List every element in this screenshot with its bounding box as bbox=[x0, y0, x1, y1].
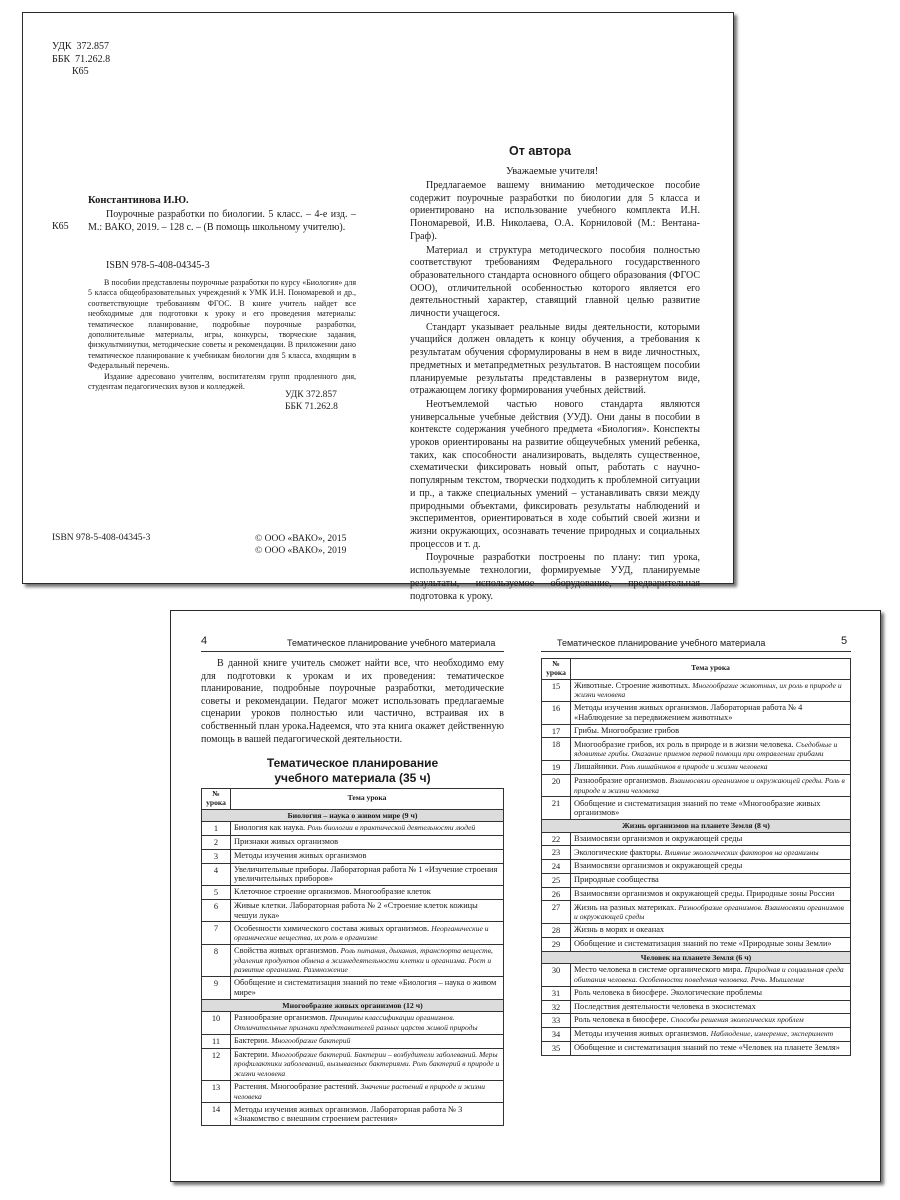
lesson-number: 16 bbox=[542, 702, 571, 725]
lesson-topic-text: Бактерии. bbox=[234, 1036, 272, 1046]
table-row bbox=[542, 1014, 851, 1028]
lesson-topic-detail: Принципы классификации организмов. Отличительные признаки представителей разных царств живой природы bbox=[234, 1013, 478, 1033]
lesson-number: 30 bbox=[542, 964, 571, 987]
bibliographic-record: Поурочные разработки по биологии. 5 класс. – 4-е изд. – М.: ВАКО, 2019. – 128 с. – (В помощь школьному учителю). bbox=[88, 209, 356, 233]
lesson-topic bbox=[571, 1028, 851, 1042]
lesson-topic-text: Многообразие грибов, их роль в природе и в жизни человека. bbox=[574, 739, 796, 749]
lesson-topic bbox=[571, 679, 851, 702]
planning-title-line: учебного материала (35 ч) bbox=[274, 771, 431, 785]
lesson-number: 10 bbox=[202, 1012, 231, 1035]
lesson-topic-text: Роль человека в биосфере. bbox=[574, 1015, 671, 1025]
lesson-topic-detail: Роль биологии в практической деятельности людей bbox=[307, 823, 476, 833]
table-row bbox=[542, 937, 851, 951]
lesson-number: 12 bbox=[202, 1048, 231, 1080]
lesson-topic-detail: Способы решения экологических проблем bbox=[670, 1015, 804, 1025]
lesson-topic-text: Животные. Строение животных. bbox=[574, 680, 693, 690]
isbn-main: ISBN 978-5-408-04345-3 bbox=[106, 260, 210, 271]
column-header-topic: Тема урока bbox=[231, 789, 504, 810]
table-row bbox=[202, 1034, 504, 1048]
table-row bbox=[202, 835, 504, 849]
lesson-topic-text: Роль человека в биосфере. Экологические проблемы bbox=[574, 987, 763, 997]
running-head-left: Тематическое планирование учебного материала bbox=[287, 638, 496, 648]
copyright-block bbox=[255, 533, 346, 557]
lesson-topic-text: Жизнь в морях и океанах bbox=[574, 925, 665, 935]
table-row bbox=[542, 738, 851, 761]
lesson-number: 7 bbox=[202, 922, 231, 945]
header-rule-right bbox=[541, 651, 851, 652]
table-row bbox=[542, 924, 851, 938]
lesson-topic-text: Взаимосвязи организмов и окружающей среды. Природные зоны России bbox=[574, 888, 835, 898]
lesson-number: 9 bbox=[202, 977, 231, 1000]
planning-title-line: Тематическое планирование bbox=[266, 756, 439, 770]
table-row bbox=[202, 1103, 504, 1126]
column-header-topic: Тема урока bbox=[571, 659, 851, 680]
lesson-topic-text: Методы изучения живых организмов bbox=[234, 850, 367, 860]
copyright-line: © ООО «ВАКО», 2015 bbox=[255, 534, 347, 544]
planning-title bbox=[201, 756, 504, 786]
lesson-topic-text: Живые клетки. Лабораторная работа № 2 «Строение клеток кожицы чешуи лука» bbox=[234, 901, 478, 920]
intro-text bbox=[201, 658, 504, 746]
lesson-number: 29 bbox=[542, 937, 571, 951]
column-header-number: № урока bbox=[202, 789, 231, 810]
intro-paragraph: В данной книге учитель сможет найти все, что необходимо ему для подготовки к урокам и их проведения: тематическое планирование, подробные поурочные разработки, методические советы и рекомендации. Педагог может использовать предлагаемые сценарии уроков полностью или частично, встраивая их в собственный план урока.Надеемся, что эта книга окажет действенную помощь в вашей педагогической деятельности. bbox=[201, 658, 504, 745]
lesson-topic-text: Место человека в системе органического мира. bbox=[574, 965, 745, 975]
table-row bbox=[542, 887, 851, 901]
lesson-number: 1 bbox=[202, 822, 231, 836]
running-head-right: Тематическое планирование учебного материала bbox=[557, 638, 766, 648]
planning-table-right bbox=[541, 658, 851, 1056]
table-row bbox=[542, 986, 851, 1000]
lesson-number: 18 bbox=[542, 738, 571, 761]
udk-code: УДК 372.857 bbox=[285, 390, 337, 400]
lesson-topic-text: Клеточное строение организмов. Многообразие клеток bbox=[234, 887, 431, 897]
lesson-topic-text: Обобщение и систематизация знаний по теме «Природные зоны Земли» bbox=[574, 938, 832, 948]
lesson-number: 20 bbox=[542, 774, 571, 797]
lesson-number: 22 bbox=[542, 832, 571, 846]
lesson-topic bbox=[571, 887, 851, 901]
lesson-topic-detail: Влияние экологических факторов на организмы bbox=[664, 847, 819, 857]
lesson-topic bbox=[231, 1080, 504, 1103]
table-row bbox=[542, 679, 851, 702]
table-row bbox=[542, 761, 851, 775]
lesson-number: 33 bbox=[542, 1014, 571, 1028]
lesson-topic bbox=[231, 977, 504, 1000]
lesson-number: 14 bbox=[202, 1103, 231, 1126]
lesson-topic-text: Увеличительные приборы. Лабораторная работа № 1 «Изучение строения увеличительных приборов» bbox=[234, 864, 498, 884]
lesson-number: 28 bbox=[542, 924, 571, 938]
lesson-topic-detail: Разнообразие организмов. Взаимосвязи организмов и окружающей среды bbox=[574, 902, 844, 922]
author-mark-line: К65 bbox=[52, 66, 89, 77]
lesson-topic-detail: Значение растений в природе и жизни человека bbox=[234, 1081, 486, 1101]
lesson-number: 2 bbox=[202, 835, 231, 849]
table-row bbox=[542, 901, 851, 924]
table-row bbox=[202, 863, 504, 886]
foreword-paragraph: Неотъемлемой частью нового стандарта являются универсальные учебные действия (УУД). Они даны в пособии в контексте содержания учебного предмета «Биология». Конспекты уроков ориентированы на развитие общеучебных умений ребенка, таких, как способности анализировать, выделять существенное, схематически фиксировать новый опыт, работать с научно-популярным текстом, творчески подходить к проблемной ситуации и пр., а также специальных умений – устанавливать связи между природными объектами, фиксировать результаты наблюдений и экспериментов, ориентироваться в ходе событий своей жизни и жизни окружающих, осознавать течение природных и социальных процессов и т. д. bbox=[410, 398, 700, 550]
lesson-topic bbox=[571, 937, 851, 951]
lesson-topic-text: Обобщение и систематизация знаний по теме «Человек на планете Земля» bbox=[574, 1043, 840, 1053]
page-number-right: 5 bbox=[841, 635, 848, 647]
lesson-topic-detail: Неорганические и органические вещества, их роль в организме bbox=[234, 923, 489, 943]
lesson-topic-detail: Роль лишайников в природе и жизни человека bbox=[620, 762, 768, 772]
lesson-topic-text: Биология как наука. bbox=[234, 823, 308, 833]
table-row bbox=[542, 860, 851, 874]
lesson-number: 32 bbox=[542, 1000, 571, 1014]
table-row bbox=[542, 797, 851, 820]
lesson-topic bbox=[571, 702, 851, 725]
lesson-topic bbox=[231, 1048, 504, 1080]
lesson-topic-detail: Природная и социальная среда обитания человека. Особенности поведения человека. Речь. Мышление bbox=[574, 965, 844, 984]
table-row bbox=[542, 724, 851, 738]
lesson-number: 27 bbox=[542, 901, 571, 924]
lesson-topic bbox=[571, 924, 851, 938]
lesson-number: 8 bbox=[202, 944, 231, 976]
lesson-number: 21 bbox=[542, 797, 571, 820]
section-row bbox=[202, 809, 504, 822]
lesson-topic-detail: Наблюдение, измерение, эксперимент bbox=[710, 1029, 834, 1039]
lesson-topic-text: Жизнь на разных материках. bbox=[574, 902, 679, 912]
section-row bbox=[202, 999, 504, 1012]
column-header-number: № урока bbox=[542, 659, 571, 680]
table-body bbox=[542, 679, 851, 1055]
header-rule-left bbox=[201, 651, 504, 652]
lesson-topic-text: Взаимосвязи организмов и окружающей среды bbox=[574, 833, 743, 843]
lesson-number: 26 bbox=[542, 887, 571, 901]
lesson-topic-detail: Съедобные и ядовитые грибы. Оказание приемов первой помощи при отравлении грибами bbox=[574, 739, 838, 759]
author-name: Константинова И.Ю. bbox=[88, 195, 189, 206]
lesson-topic bbox=[571, 797, 851, 820]
table-row bbox=[202, 886, 504, 900]
lesson-topic-text: Признаки живых организмов bbox=[234, 837, 339, 847]
lesson-topic-text: Разнообразие организмов. bbox=[574, 776, 670, 785]
lesson-topic-text: Особенности химического состава живых организмов. bbox=[234, 923, 432, 933]
lesson-topic bbox=[231, 1034, 504, 1048]
lesson-topic bbox=[231, 944, 504, 976]
lesson-topic-text: Методы изучения живых организмов. Лабораторная работа № 3 «Знакомство с внешним строением растения» bbox=[234, 1104, 463, 1124]
lesson-topic bbox=[231, 1012, 504, 1035]
table-row bbox=[542, 1000, 851, 1014]
lesson-number: 31 bbox=[542, 986, 571, 1000]
table-header-row bbox=[202, 789, 504, 810]
planning-table-left bbox=[201, 788, 504, 1126]
table-row bbox=[202, 849, 504, 863]
foreword-paragraph: Материал и структура методического пособия полностью соответствуют требованиям Федерального государственного образовательного стандарта основного общего образования (ФГОС ООО), отличительной особенностью которого является его деятельностный характер, ставящий главной целью развитие личности учащегося. bbox=[410, 244, 700, 320]
lesson-topic-text: Последствия деятельности человека в экосистемах bbox=[574, 1001, 756, 1011]
lesson-topic-text: Взаимосвязи организмов и окружающей среды bbox=[574, 861, 743, 871]
lesson-topic bbox=[571, 986, 851, 1000]
from-author-title: От автора bbox=[509, 144, 571, 158]
section-title: Многообразие живых организмов (12 ч) bbox=[202, 999, 504, 1012]
lesson-topic bbox=[571, 860, 851, 874]
foreword-paragraph: Предлагаемое вашему вниманию методическое пособие содержит поурочные разработки по биологии для 5 класса и ориентировано на использование учебного комплекта И.Н. Пономаревой, И.В. Николаева, О.А. Корниловой (М.: Вентана-Граф). bbox=[410, 180, 700, 242]
imprint-page bbox=[22, 12, 734, 602]
lesson-number: 25 bbox=[542, 873, 571, 887]
lesson-topic bbox=[231, 849, 504, 863]
lesson-number: 3 bbox=[202, 849, 231, 863]
lesson-topic bbox=[571, 832, 851, 846]
lesson-number: 17 bbox=[542, 724, 571, 738]
table-row bbox=[202, 977, 504, 1000]
lesson-topic bbox=[571, 846, 851, 860]
lesson-topic-text: Природные сообщества bbox=[574, 875, 659, 885]
udk-line: УДК 372.857 bbox=[52, 41, 110, 52]
section-row bbox=[542, 951, 851, 964]
table-row bbox=[202, 1080, 504, 1103]
lesson-number: 19 bbox=[542, 761, 571, 775]
table-row bbox=[542, 1028, 851, 1042]
table-row bbox=[202, 922, 504, 945]
table-row bbox=[542, 846, 851, 860]
table-header-row bbox=[542, 659, 851, 680]
table-row bbox=[542, 1041, 851, 1055]
lesson-topic-text: Растения. Многообразие растений. bbox=[234, 1081, 361, 1091]
lesson-number: 13 bbox=[202, 1080, 231, 1103]
annotation-paragraph: Издание адресовано учителям, воспитателям групп продленного дня, студентам педагогических вузов и колледжей. bbox=[88, 371, 356, 392]
lesson-number: 5 bbox=[202, 886, 231, 900]
lesson-topic bbox=[231, 922, 504, 945]
author-foreword bbox=[410, 179, 700, 603]
page-number-left: 4 bbox=[201, 635, 208, 647]
section-title: Человек на планете Земля (6 ч) bbox=[542, 951, 851, 964]
lesson-topic-detail: Многообразие бактерий bbox=[271, 1036, 351, 1046]
lesson-number: 11 bbox=[202, 1034, 231, 1048]
lesson-topic bbox=[571, 724, 851, 738]
lesson-number: 23 bbox=[542, 846, 571, 860]
lesson-topic-text: Свойства живых организмов. bbox=[234, 946, 341, 956]
lesson-topic bbox=[571, 774, 851, 797]
lesson-number: 24 bbox=[542, 860, 571, 874]
lesson-topic-text: Методы изучения живых организмов. bbox=[574, 1029, 711, 1039]
lesson-topic bbox=[231, 835, 504, 849]
planning-spread bbox=[170, 610, 881, 1182]
isbn-footer: ISBN 978-5-408-04345-3 bbox=[52, 533, 151, 543]
greeting: Уважаемые учителя! bbox=[506, 166, 599, 177]
lesson-topic bbox=[571, 964, 851, 987]
table-body bbox=[202, 809, 504, 1125]
foreword-paragraph: Стандарт указывает реальные виды деятельности, которыми учащийся должен овладеть к концу обучения, а требования к результатам обучения сформулированы в нем в виде личностных, предметных и метапредметных результатов. В настоящем пособии планируемые результаты представлены в развернутом виде, отражающем логику формирования учебных действий. bbox=[410, 321, 700, 397]
section-row bbox=[542, 819, 851, 832]
lesson-topic bbox=[571, 901, 851, 924]
table-row bbox=[202, 1012, 504, 1035]
bbk-line: ББК 71.262.8 bbox=[52, 53, 111, 65]
lesson-topic bbox=[571, 1041, 851, 1055]
lesson-topic-text: Экологические факторы. bbox=[574, 847, 665, 857]
bbk-code: ББК 71.262.8 bbox=[285, 402, 338, 412]
lesson-topic bbox=[571, 738, 851, 761]
lesson-topic-detail: Многообразие бактерий. Бактерии – возбудители заболеваний. Меры профилактики заболеваний, вызываемых бактериями. Роль бактерий в природе и жизни человека bbox=[234, 1049, 500, 1078]
table-row bbox=[542, 774, 851, 797]
lesson-number: 34 bbox=[542, 1028, 571, 1042]
lesson-topic-detail: Многообразие животных, их роль в природе и жизни человека bbox=[574, 680, 842, 700]
lesson-topic bbox=[571, 761, 851, 775]
lesson-topic bbox=[231, 1103, 504, 1126]
lesson-topic-text: Лишайники. bbox=[574, 762, 621, 772]
table-row bbox=[542, 964, 851, 987]
lesson-topic-detail: Взаимосвязи организмов и окружающей среды. Роль в природе и жизни человека bbox=[574, 776, 845, 795]
table-row bbox=[542, 702, 851, 725]
section-title: Биология – наука о живом мире (9 ч) bbox=[202, 809, 504, 822]
classification-codes bbox=[285, 389, 338, 413]
table-row bbox=[202, 899, 504, 922]
table-row bbox=[202, 944, 504, 976]
lesson-topic bbox=[231, 886, 504, 900]
udk-block bbox=[52, 41, 110, 79]
copyright-line: © ООО «ВАКО», 2019 bbox=[255, 546, 347, 556]
lesson-topic-detail: Роль питания, дыхания, транспорта веществ, удаления продуктов обмена в жизнедеятельности клетки и организма. Рост и развитие организма. Размножение bbox=[234, 946, 493, 975]
table-row bbox=[542, 832, 851, 846]
lesson-topic-text: Разнообразие организмов. bbox=[234, 1013, 330, 1023]
annotation-paragraph: В пособии представлены поурочные разработки по курсу «Биология» для 5 класса общеобразовательных учреждений к УМК И.Н. Пономаревой и др., соответствующие требованиям ФГОС. В книге учитель найдет все необходимые для подготовки к уроку и его проведения материалы: тематическое планирование, подробные поурочные разработки, дополнительные материалы, игры, конкурсы, творческие задания, физкультминутки, методические советы и рекомендации. В приложении дано тематическое планирование к учебникам биологии для 5 класса, входящим в Федеральный перечень. bbox=[88, 278, 356, 371]
table-row bbox=[542, 873, 851, 887]
lesson-topic-text: Обобщение и систематизация знаний по теме «Многообразие живых организмов» bbox=[574, 798, 821, 818]
lesson-topic-text: Методы изучения живых организмов. Лабораторная работа № 4 «Наблюдение за передвижением животных» bbox=[574, 703, 803, 722]
lesson-topic bbox=[231, 863, 504, 886]
table-row bbox=[202, 822, 504, 836]
lesson-topic bbox=[571, 873, 851, 887]
lesson-number: 4 bbox=[202, 863, 231, 886]
foreword-paragraph: Поурочные разработки построены по плану: тип урока, используемые технологии, формируемые УУД, планируемые результаты, используемое оборудование, предварительная подготовка к уроку. bbox=[410, 552, 700, 602]
section-title: Жизнь организмов на планете Земля (8 ч) bbox=[542, 819, 851, 832]
lesson-topic bbox=[571, 1014, 851, 1028]
lesson-topic-text: Грибы. Многообразие грибов bbox=[574, 725, 680, 735]
author-mark: К65 bbox=[52, 221, 69, 232]
lesson-topic-text: Обобщение и систематизация знаний по теме «Биология – наука о живом мире» bbox=[234, 978, 497, 997]
lesson-number: 6 bbox=[202, 899, 231, 922]
lesson-topic bbox=[231, 822, 504, 836]
lesson-topic bbox=[571, 1000, 851, 1014]
lesson-number: 15 bbox=[542, 679, 571, 702]
lesson-number: 35 bbox=[542, 1041, 571, 1055]
table-row bbox=[202, 1048, 504, 1080]
lesson-topic bbox=[231, 899, 504, 922]
annotation bbox=[88, 278, 356, 392]
lesson-topic-text: Бактерии. bbox=[234, 1049, 272, 1059]
